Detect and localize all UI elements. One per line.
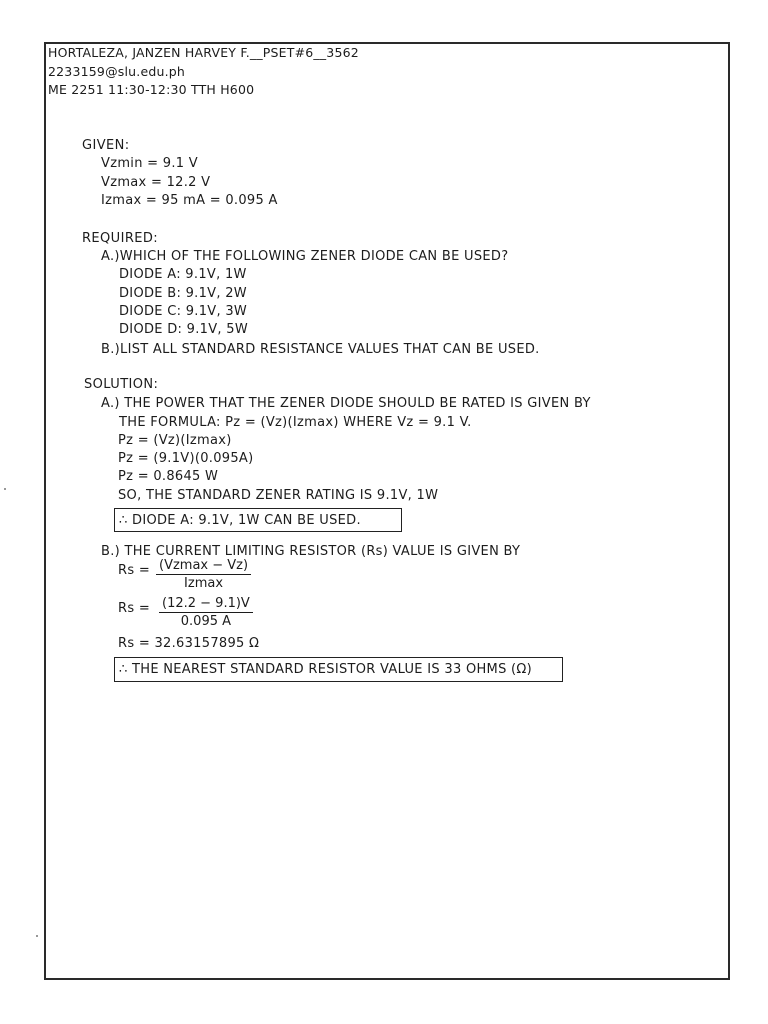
solution-a-line: SO, THE STANDARD ZENER RATING IS 9.1V, 1W: [118, 488, 439, 503]
calc-fraction: [159, 597, 253, 628]
formula-numerator: (Vzmax − Vz): [156, 559, 251, 575]
given-item: Vzmax = 12.2 V: [101, 175, 211, 190]
solution-a-line: Pz = (9.1V)(0.095A): [118, 451, 254, 466]
required-part-b: B.)LIST ALL STANDARD RESISTANCE VALUES THAT CAN BE USED.: [101, 342, 540, 357]
given-heading: GIVEN:: [82, 138, 130, 153]
given-item: Izmax = 95 mA = 0.095 A: [101, 193, 278, 208]
required-heading: REQUIRED:: [82, 231, 159, 246]
answer-a-text: ∴ DIODE A: 9.1V, 1W CAN BE USED.: [119, 513, 361, 528]
solution-a-line: Pz = (Vz)(Izmax): [118, 433, 232, 448]
scan-speck: [36, 935, 38, 937]
diode-option: DIODE B: 9.1V, 2W: [119, 286, 247, 301]
calc-lhs: Rs =: [118, 601, 151, 616]
calc-denominator: 0.095 A: [180, 614, 232, 629]
required-part-a: A.)WHICH OF THE FOLLOWING ZENER DIODE CAN BE USED?: [101, 249, 509, 264]
header-course-line: ME 2251 11:30-12:30 TTH H600: [48, 82, 255, 97]
calc-numerator: (12.2 − 9.1)V: [159, 597, 253, 613]
solution-a-line: THE FORMULA: Pz = (Vz)(Izmax) WHERE Vz = 9.1 V.: [119, 415, 472, 430]
formula-lhs: Rs =: [118, 563, 151, 578]
header-name-line: HORTALEZA, JANZEN HARVEY F.__PSET#6__3562: [48, 45, 359, 60]
diode-option: DIODE A: 9.1V, 1W: [119, 267, 247, 282]
solution-a-line: Pz = 0.8645 W: [118, 469, 219, 484]
formula-fraction: [156, 559, 251, 590]
answer-b-text: ∴ THE NEAREST STANDARD RESISTOR VALUE IS 33 OHMS (Ω): [119, 662, 533, 677]
header-email-line: 2233159@slu.edu.ph: [48, 64, 186, 79]
scan-speck: [4, 488, 6, 490]
resistance-result: Rs = 32.63157895 Ω: [118, 636, 260, 651]
given-item: Vzmin = 9.1 V: [101, 156, 198, 171]
diode-option: DIODE D: 9.1V, 5W: [119, 322, 249, 337]
diode-option: DIODE C: 9.1V, 3W: [119, 304, 248, 319]
solution-a-line: A.) THE POWER THAT THE ZENER DIODE SHOULD BE RATED IS GIVEN BY: [101, 396, 591, 411]
formula-denominator: Izmax: [184, 576, 224, 591]
solution-b-line: B.) THE CURRENT LIMITING RESISTOR (Rs) VALUE IS GIVEN BY: [101, 544, 521, 559]
solution-heading: SOLUTION:: [84, 377, 159, 392]
